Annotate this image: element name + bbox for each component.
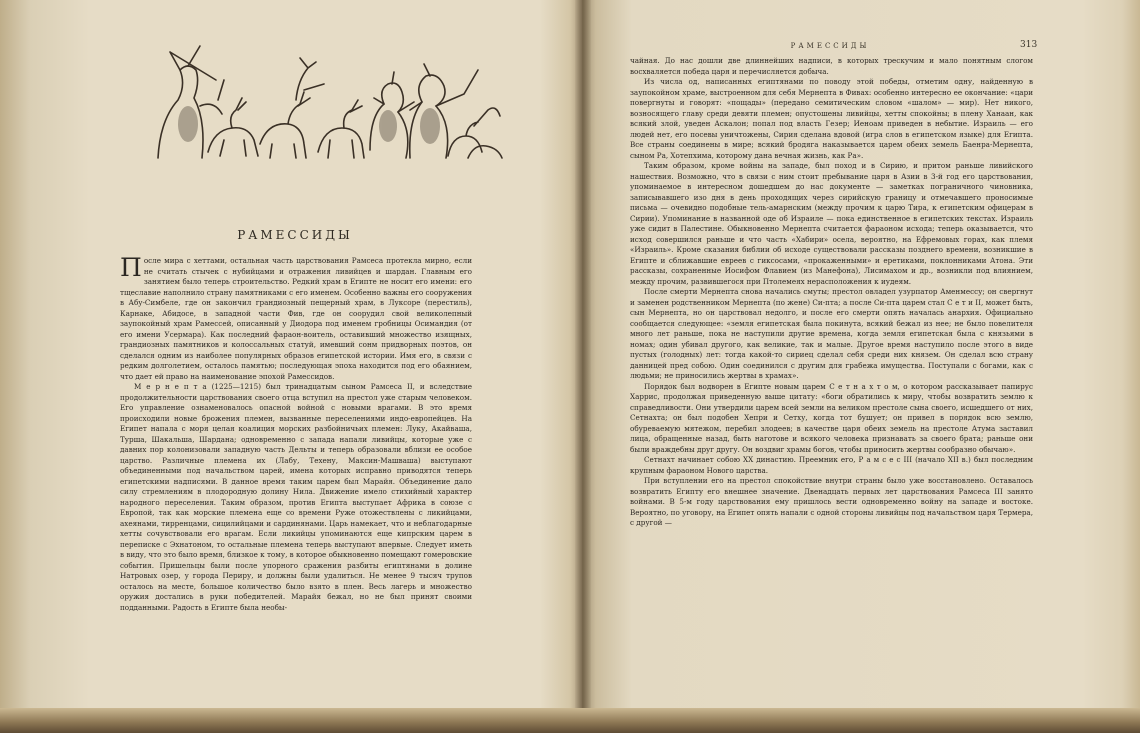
procession-illustration bbox=[148, 40, 508, 162]
right-text-column bbox=[630, 56, 1033, 529]
paragraph: После смерти Мернепта снова начались смуты; престол овладел узурпатор Аменмессу; он свергнут и заменен родственником Мернепта (по жене) Си-пта; а после Си-пта царем стал С е т и II, может быть, сын Мернепта, но он царствовал недолго, и после его смерти опять началась анархия. Официально сообщается следующее: «земля египетская была покинута, всякий бежал из нее; не было повелителя много лет раньше, пока не наступили другие времена, когда земля египетская была с князьями в номах; один убивал другого, как великие, так и малые. Другое время наступило после этого в виде пустых (голодных) лет: тогда какой-то сириец сделал себя среди них князем. Он сделал всю страну данницей пред собою. Один соединился с другим для грабежа имущества. Поступали с богами, как с людьми; не приносились жертвы в храмах». bbox=[630, 287, 1033, 380]
book-gutter bbox=[575, 0, 591, 733]
drop-cap: П bbox=[120, 253, 142, 282]
running-head: РАМЕССИДЫ bbox=[790, 42, 870, 50]
paragraph: Из числа од, написанных египтянами по поводу этой победы, отметим одну, найденную в заупокойном храме, выстроенном для себя Мернепта в Фивах: особенно интересно ее окончание: «цари повергнуты и говорят: «пощады» (передано семитическим словом «шалом» — мир). Нет никого, возносящего главу среди девяти племен; опустошены ливийцы, хетты спокойны; в плену Ханаан, как всякий злой, уведен Аскалон; попал под власть Гезер; Иеноам приведен в небытие. Израиль — его людей нет, его посевы уничтожены, Сирия сделана вдовой (игра слов в египетском языке) для Египта. Все страны соединены в мире; всякий бродяга наказывается царем обеих земель Баенра-Мернепта, сыном Ра, Хотепхима, которому дана вечная жизнь, как Ра». bbox=[630, 77, 1033, 160]
paragraph: При вступлении его на престол спокойствие внутри страны было уже восстановлено. Оставалось возвратить Египту его внешнее значение. Двенадцать первых лет царствования Рамсеса III занято войнами. В 5-м году царствования ему пришлось вести одновременно войну на западе и востоке. Вероятно, по уговору, на Египет опять напали с одной стороны ливийцы под начальством царя Термера, с другой — bbox=[630, 476, 1033, 527]
chapter-title: РАМЕССИДЫ bbox=[237, 228, 353, 242]
page-number: 313 bbox=[1020, 40, 1038, 50]
left-text-column bbox=[120, 253, 472, 613]
paragraph: Сетнахт начинает собою XX династию. Преемник его, Р а м с е с III (начало XII в.) был последним крупным фараоном Нового царства. bbox=[630, 455, 1033, 475]
paragraph: Таким образом, кроме войны на западе, был поход и в Сирию, и притом раньше ливийского нашествия. Возможно, что в связи с ним стоит пребывание царя в Азии в 3-й год его царствования, упоминаемое в интересном дошедшем до нас документе — заметках пограничного чиновника, записывавшего изо дня в день проходящих через сирийскую границу и отмечавшего проносимые письма — очевидно подобные тель-амарнским (между прочим к царю Тира, к египетским офицерам в Сирии). Упоминание в названной оде об Израиле — пока единственное в египетских текстах. Израиль уже сидит в Палестине. Обыкновенно Мернепта считается фараоном исхода; теперь оказывается, что исход совершился раньше и что часть «Хабири» осела, вероятно, на Ефремовых горах, как племя «Израиль». Кроме сказания библии об исходе существовали рассказы позднего времени, возникшие в Египте и сближавшие евреев с гиксосами, «прокаженными» и еретиками, поклонниками Атона. Эти рассказы, сохраненные Иосифом Флавием (из Манефона), Лисимахом и др., возникли под влиянием, между прочим, развившегося при Птолемеях нерасположения к иудеям. bbox=[630, 161, 1033, 286]
paragraph-text: осле мира с хеттами, остальная часть царствования Рамсеса протекла мирно, если не считать стычек с нубийцами и отражения ливийцев и шардан. Главным его занятием было теперь строительство. Редкий храм в Египте не носит его имени: его тщеславие наполнило страну памятниками с его именем. Особенно важны его сооружения в Абу-Симбеле, где он закончил грандиозный пещерный храм, в Луксоре (перестиль), Карнаке, Абидосе, в западной части Фив, где он соорудил свой великолепный заупокойный храм Рамессей, описанный у Диодора под именем гробницы Осимандия (от его имени Усермара). Как последний фараон-воитель, оставивший множество изящных, грандиозных памятников и колоссальных статуй, имевший сонм придворных поэтов, он сделался одним из наиболее популярных образов египетской истории. Имя его, в связи с редким долголетием, осталось памятью; последующая эпоха находится под его обаянием, что дает ей право на наименование эпохой Рамессидов. bbox=[120, 256, 472, 381]
page-edge bbox=[0, 708, 1140, 733]
paragraph: М е р н е п т а (1225—1215) был тринадцатым сыном Рамсеса II, и вследствие продолжительности царствования своего отца вступил на престол уже старым человеком. Его управление ознаменовалось опасной войной с новыми врагами. В это время происходили новые брожения племен, вызванные переселениями индо-европейцев. На Египет напала с моря целая коалиция морских разбойничьих племен: Луку, Акайваша, Турша, Шакальша, Шардана; одновременно с запада напали ливийцы, которые уже с давних пор колонизовали западную часть Дельты и теперь образовали вблизи ее особое царство. Различные племена их (Лабу, Техену, Максин-Машваша) выступают объединенными под начальством царей, имена которых исправно приводятся теперь египетскими надписями. В данное время таким царем был Марайя. Объединение дало силу стремлениям в плодородную долину Нила. Движение имело стихийный характер народного переселения. Таким образом, против Египта выступает Африка в союзе с Европой, так как морские племена еще со времени Руже отожествлены с ликийцами, ахеянами, тирренцами, сицилийцами и сардинянами. Царь намекает, что и неблагодарные хетты сочувствовали его врагам. Если ликийцы упоминаются еще кипрским царем в переписке с Эхнатоном, то остальные племена теперь выступают впервые. Следует иметь в виду, что это было время, близкое к тому, в которое обыкновенно помещают гомеровские события. Пришельцы были после упорного сражения разбиты египтянами в долине Натровых озер, у города Периру, и должны были удалиться. Не менее 9 тысяч трупов осталось на месте, большое количество было взято в плен. Весь лагерь и множество оружия достались в руки победителей. Марайя бежал, но не был принят своими подданными. Радость в Египте была необы- bbox=[120, 382, 472, 612]
paragraph: Порядок был водворен в Египте новым царем С е т н а х т о м, о котором рассказывает папирус Харрис, продолжая приведенную выше цитату: «боги обратились к миру, чтобы возвратить землю к справедливости. Они утвердили царем всей земли на великом престоле сына своего, исшедшего от них, Сетнахта; он был подобен Хепри и Сетху, когда тот бушует; он привел в порядок всю землю, обуреваемую мятежом, перебил злодеев; в качестве царя обеих земель на престоле Атума заставил лица, обращенные назад, быть наготове и всякого человека признавать за своего брата; раньше они были враждебны друг другу. Он воздвиг храмы богов, чтобы приносить жертвы сообразно обычаю». bbox=[630, 381, 1033, 454]
paragraph bbox=[120, 253, 472, 382]
paragraph: чайная. До нас дошли две длиннейших надписи, в которых трескучим и мало понятным слогом восхваляется победа царя и перечисляется добыча. bbox=[630, 56, 1033, 76]
